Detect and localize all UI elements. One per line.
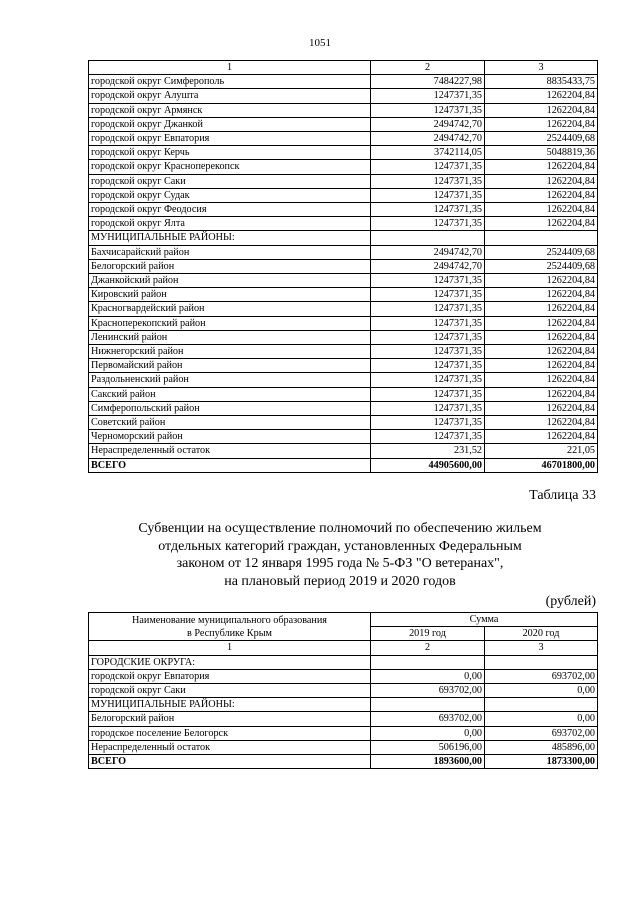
row-name-cell: Бахчисарайский район [89, 245, 371, 259]
row-value-2-cell: 1262204,84 [485, 302, 598, 316]
row-value-1-cell: 693702,00 [371, 684, 485, 698]
table-row [89, 387, 598, 401]
row-value-2-cell: 46701800,00 [485, 458, 598, 472]
table-row [89, 373, 598, 387]
row-value-2-cell: 693702,00 [485, 669, 598, 683]
row-value-1-cell: 1247371,35 [371, 302, 485, 316]
row-value-2-cell: 1262204,84 [485, 188, 598, 202]
header-sum: Сумма [371, 613, 598, 627]
header-name-line1: Наименование муниципального образования [131, 614, 327, 626]
row-name-cell: Нераспределенный остаток [89, 444, 371, 458]
row-value-2-cell: 221,05 [485, 444, 598, 458]
row-value-1-cell: 1247371,35 [371, 387, 485, 401]
row-value-2-cell: 2524409,68 [485, 245, 598, 259]
row-name-cell: Нераспределенный остаток [89, 740, 371, 754]
table-row [89, 302, 598, 316]
row-name-cell: городской округ Армянск [89, 103, 371, 117]
table-row [89, 740, 598, 754]
row-name-cell: Ленинский район [89, 330, 371, 344]
row-value-1-cell: 1247371,35 [371, 430, 485, 444]
table-row [89, 698, 598, 712]
header-year-2020: 2020 год [485, 627, 598, 641]
row-value-2-cell: 2524409,68 [485, 259, 598, 273]
title-line: на плановый период 2019 и 2020 годов [224, 573, 456, 589]
table-header-row [89, 641, 598, 655]
table-row [89, 345, 598, 359]
table-row [89, 684, 598, 698]
row-value-1-cell: 1247371,35 [371, 160, 485, 174]
row-name-cell: городской округ Ялта [89, 217, 371, 231]
row-value-2-cell: 2524409,68 [485, 132, 598, 146]
unit-label: (рублей) [545, 594, 596, 609]
row-value-1-cell: 1247371,35 [371, 274, 485, 288]
row-value-2-cell: 0,00 [485, 712, 598, 726]
table-row [89, 401, 598, 415]
table-row [89, 203, 598, 217]
row-value-1-cell: 1247371,35 [371, 345, 485, 359]
row-value-1-cell: 1247371,35 [371, 103, 485, 117]
header-name-line2: в Республике Крым [186, 627, 272, 639]
row-value-2-cell: 1262204,84 [485, 359, 598, 373]
row-name-cell: Раздольненский район [89, 373, 371, 387]
row-value-2-cell [485, 655, 598, 669]
row-value-1-cell: 7484227,98 [371, 75, 485, 89]
row-value-2-cell: 1262204,84 [485, 203, 598, 217]
title-line: отдельных категорий граждан, установленных Федеральным [158, 538, 522, 554]
column-number-3: 3 [485, 641, 598, 655]
row-value-1-cell: 1247371,35 [371, 217, 485, 231]
row-value-1-cell: 0,00 [371, 726, 485, 740]
table-title [100, 520, 580, 590]
table-row [89, 245, 598, 259]
row-name-cell: ВСЕГО [89, 458, 371, 472]
column-number-1: 1 [89, 641, 371, 655]
row-value-2-cell: 1262204,84 [485, 117, 598, 131]
header-name-cell [89, 613, 371, 641]
table-row [89, 217, 598, 231]
page-number: 1051 [309, 37, 331, 49]
table-row [89, 755, 598, 769]
title-line: законом от 12 января 1995 года № 5-ФЗ "О ветеранах", [176, 556, 504, 571]
row-value-1-cell: 44905600,00 [371, 458, 485, 472]
row-value-1-cell: 3742114,05 [371, 146, 485, 160]
row-name-cell: городской округ Керчь [89, 146, 371, 160]
row-value-2-cell: 1262204,84 [485, 330, 598, 344]
row-name-cell: Красноперекопский район [89, 316, 371, 330]
row-name-cell: городской округ Джанкой [89, 117, 371, 131]
row-name-cell: городской округ Саки [89, 174, 371, 188]
row-value-2-cell: 1262204,84 [485, 416, 598, 430]
row-value-1-cell: 0,00 [371, 669, 485, 683]
row-value-1-cell: 1247371,35 [371, 174, 485, 188]
table-row [89, 174, 598, 188]
table-row [89, 231, 598, 245]
row-value-1-cell: 1247371,35 [371, 330, 485, 344]
row-value-1-cell: 1247371,35 [371, 359, 485, 373]
row-name-cell: ГОРОДСКИЕ ОКРУГА: [89, 655, 371, 669]
table-row [89, 430, 598, 444]
table-row [89, 416, 598, 430]
row-name-cell: городской округ Феодосия [89, 203, 371, 217]
row-name-cell: городской округ Симферополь [89, 75, 371, 89]
table-row [89, 89, 598, 103]
row-value-2-cell: 1873300,00 [485, 755, 598, 769]
row-name-cell: Красногвардейский район [89, 302, 371, 316]
row-value-2-cell [485, 698, 598, 712]
row-name-cell: городской округ Судак [89, 188, 371, 202]
row-value-2-cell: 485896,00 [485, 740, 598, 754]
row-name-cell: Черноморский район [89, 430, 371, 444]
table-row [89, 330, 598, 344]
row-value-1-cell: 1247371,35 [371, 401, 485, 415]
title-line: Субвенции на осуществление полномочий по обеспечению жильем [138, 521, 542, 536]
row-name-cell: Белогорский район [89, 712, 371, 726]
row-value-1-cell: 2494742,70 [371, 245, 485, 259]
row-value-2-cell: 693702,00 [485, 726, 598, 740]
row-value-2-cell: 1262204,84 [485, 387, 598, 401]
row-name-cell: городской округ Красноперекопск [89, 160, 371, 174]
table-row [89, 712, 598, 726]
row-value-1-cell: 2494742,70 [371, 259, 485, 273]
table-row [89, 669, 598, 683]
table-row [89, 75, 598, 89]
row-name-cell: городской округ Алушта [89, 89, 371, 103]
row-name-cell: городской округ Евпатория [89, 669, 371, 683]
header-year-2019: 2019 год [371, 627, 485, 641]
row-name-cell: городской округ Евпатория [89, 132, 371, 146]
row-name-cell: Джанкойский район [89, 274, 371, 288]
row-name-cell: МУНИЦИПАЛЬНЫЕ РАЙОНЫ: [89, 698, 371, 712]
row-value-2-cell: 1262204,84 [485, 430, 598, 444]
row-value-1-cell: 1247371,35 [371, 203, 485, 217]
row-name-cell: Симферопольский район [89, 401, 371, 415]
row-value-2-cell: 5048819,36 [485, 146, 598, 160]
row-name-cell: Кировский район [89, 288, 371, 302]
row-value-1-cell [371, 231, 485, 245]
row-value-2-cell: 1262204,84 [485, 89, 598, 103]
row-value-2-cell: 1262204,84 [485, 274, 598, 288]
table-row [89, 146, 598, 160]
row-name-cell: МУНИЦИПАЛЬНЫЕ РАЙОНЫ: [89, 231, 371, 245]
row-value-2-cell: 1262204,84 [485, 316, 598, 330]
column-number-2: 2 [371, 641, 485, 655]
table-row [89, 726, 598, 740]
row-value-2-cell: 1262204,84 [485, 160, 598, 174]
table-row [89, 132, 598, 146]
row-value-1-cell [371, 655, 485, 669]
column-number-3: 3 [485, 61, 598, 75]
column-number-1: 1 [89, 61, 371, 75]
column-number-2: 2 [371, 61, 485, 75]
row-value-1-cell: 1247371,35 [371, 188, 485, 202]
row-value-1-cell: 1247371,35 [371, 416, 485, 430]
row-name-cell: городской округ Саки [89, 684, 371, 698]
table-row [89, 655, 598, 669]
table-header-row [89, 613, 598, 627]
table-row [89, 316, 598, 330]
row-value-2-cell: 1262204,84 [485, 345, 598, 359]
table-row [89, 274, 598, 288]
row-value-1-cell: 231,52 [371, 444, 485, 458]
table-row [89, 117, 598, 131]
table-header-row [89, 61, 598, 75]
table-row [89, 103, 598, 117]
row-value-1-cell: 1247371,35 [371, 316, 485, 330]
table-row [89, 444, 598, 458]
row-value-1-cell: 693702,00 [371, 712, 485, 726]
row-name-cell: Белогорский район [89, 259, 371, 273]
row-value-1-cell: 506196,00 [371, 740, 485, 754]
row-value-2-cell: 1262204,84 [485, 217, 598, 231]
row-value-2-cell: 1262204,84 [485, 103, 598, 117]
row-value-1-cell: 2494742,70 [371, 117, 485, 131]
table-row [89, 259, 598, 273]
row-name-cell: ВСЕГО [89, 755, 371, 769]
table-row [89, 160, 598, 174]
table-continuation [88, 60, 598, 473]
row-name-cell: Сакский район [89, 387, 371, 401]
table-row [89, 188, 598, 202]
table-caption: Таблица 33 [529, 488, 596, 503]
row-value-2-cell: 1262204,84 [485, 373, 598, 387]
row-value-2-cell: 1262204,84 [485, 401, 598, 415]
table-row [89, 458, 598, 472]
row-value-2-cell: 0,00 [485, 684, 598, 698]
row-value-1-cell [371, 698, 485, 712]
table-row [89, 288, 598, 302]
table-33 [88, 612, 598, 769]
row-value-1-cell: 1893600,00 [371, 755, 485, 769]
row-value-1-cell: 1247371,35 [371, 373, 485, 387]
row-name-cell: Советский район [89, 416, 371, 430]
row-name-cell: Первомайский район [89, 359, 371, 373]
row-value-1-cell: 2494742,70 [371, 132, 485, 146]
row-value-1-cell: 1247371,35 [371, 89, 485, 103]
row-value-2-cell: 8835433,75 [485, 75, 598, 89]
row-value-2-cell [485, 231, 598, 245]
row-value-2-cell: 1262204,84 [485, 288, 598, 302]
table-row [89, 359, 598, 373]
row-name-cell: Нижнегорский район [89, 345, 371, 359]
row-name-cell: городское поселение Белогорск [89, 726, 371, 740]
row-value-2-cell: 1262204,84 [485, 174, 598, 188]
row-value-1-cell: 1247371,35 [371, 288, 485, 302]
